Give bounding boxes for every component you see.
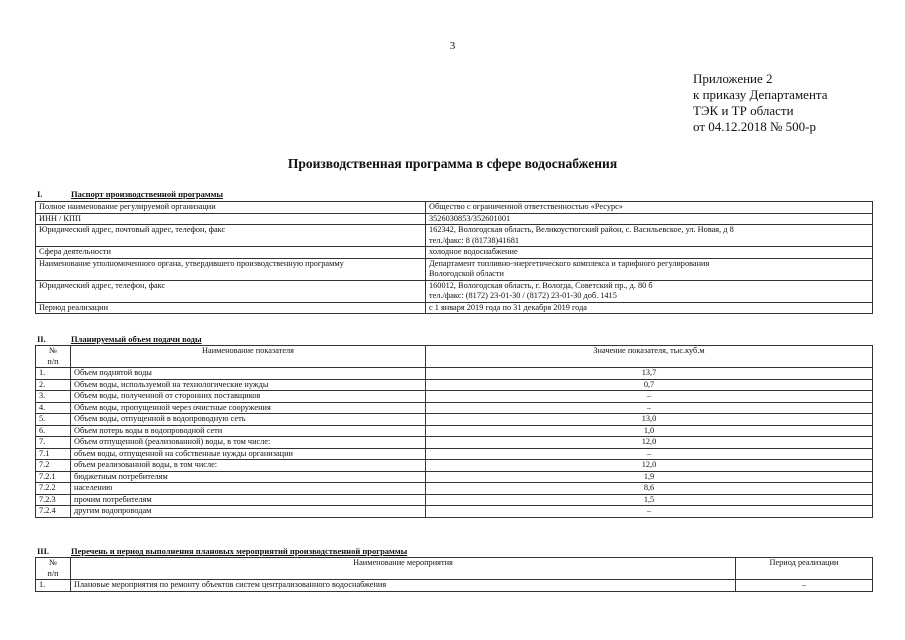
section-1-heading <box>37 189 223 199</box>
row-number: 6. <box>36 425 71 437</box>
passport-value <box>426 258 873 280</box>
passport-label: Период реализации <box>36 302 426 314</box>
section-2-heading <box>37 334 202 344</box>
row-number: 7. <box>36 437 71 449</box>
row-number: 5. <box>36 414 71 426</box>
table-header-row <box>36 558 873 580</box>
indicator-value: – <box>426 448 873 460</box>
row-number: 7.2.3 <box>36 494 71 506</box>
indicator-name: Объем отпущенной (реализованной) воды, в том числе: <box>71 437 426 449</box>
table-row <box>36 402 873 414</box>
table-header-row <box>36 346 873 368</box>
water-volume-table <box>35 345 873 518</box>
row-number: 7.2.1 <box>36 471 71 483</box>
indicator-value: 12,0 <box>426 437 873 449</box>
passport-value <box>426 213 873 225</box>
header-indicator-value: Значение показателя, тыс.куб.м <box>426 346 873 368</box>
table-row <box>36 494 873 506</box>
passport-value-line: Общество с ограниченной ответственностью «Ресурс» <box>429 202 623 211</box>
appendix-note <box>693 71 828 135</box>
passport-label: Полное наименование регулируемой организации <box>36 202 426 214</box>
appendix-line: от 04.12.2018 № 500-р <box>693 119 816 134</box>
table-row <box>36 391 873 403</box>
passport-label: ИНН / КПП <box>36 213 426 225</box>
table-row <box>36 302 873 314</box>
table-row <box>36 280 873 302</box>
row-number: 4. <box>36 402 71 414</box>
section-3-heading <box>37 546 407 556</box>
appendix-line: ТЭК и ТР области <box>693 103 794 118</box>
passport-value-line: Вологодской области <box>429 269 504 278</box>
indicator-name: объем реализованной воды, в том числе: <box>71 460 426 472</box>
indicator-name: Объем поднятой воды <box>71 368 426 380</box>
indicator-name: объем воды, отпущенной на собственные нужды организации <box>71 448 426 460</box>
indicator-name: Объем воды, пропущенной через очистные сооружения <box>71 402 426 414</box>
indicator-value: 1,9 <box>426 471 873 483</box>
passport-label: Юридический адрес, телефон, факс <box>36 280 426 302</box>
section-number: III. <box>37 546 50 556</box>
passport-label: Юридический адрес, почтовый адрес, телефон, факс <box>36 225 426 247</box>
row-number: 7.2 <box>36 460 71 472</box>
passport-value-line: Департамент топливно-энергетического комплекса и тарифного регулирования <box>429 258 710 268</box>
passport-value <box>426 302 873 314</box>
passport-value-line: 162342, Вологодская область, Великоустюгский район, с. Васильевское, ул. Новая, д 8 <box>429 225 734 234</box>
table-row <box>36 213 873 225</box>
measure-name: Плановые мероприятия по ремонту объектов систем централизованного водоснабжения <box>71 580 736 592</box>
table-row <box>36 368 873 380</box>
section-number: I. <box>37 189 43 199</box>
indicator-name: Объем воды, отпущенной в водопроводную сеть <box>71 414 426 426</box>
indicator-value: 12,0 <box>426 460 873 472</box>
row-number: 2. <box>36 379 71 391</box>
row-number: 7.2.2 <box>36 483 71 495</box>
passport-value-line: тел./факс: 8 (81738)41681 <box>429 235 520 245</box>
table-row <box>36 483 873 495</box>
table-row <box>36 414 873 426</box>
row-number: 1. <box>36 368 71 380</box>
passport-value-line: с 1 января 2019 года по 31 декабря 2019 года <box>429 302 587 312</box>
indicator-value: 13,7 <box>426 368 873 380</box>
passport-table <box>35 201 873 314</box>
passport-value <box>426 247 873 259</box>
appendix-line: к приказу Департамента <box>693 87 828 102</box>
passport-value <box>426 225 873 247</box>
row-number: 7.2.4 <box>36 506 71 518</box>
header-number: № п/п <box>36 346 71 368</box>
indicator-name: Объем воды, используемой на технологические нужды <box>71 379 426 391</box>
section-number: II. <box>37 334 46 344</box>
document-title: Производственная программа в сфере водоснабжения <box>287 156 618 171</box>
table-row <box>36 379 873 391</box>
passport-label: Наименование уполномоченного органа, утвердившего производственную программу <box>36 258 426 280</box>
table-row <box>36 247 873 259</box>
indicator-value: – <box>426 506 873 518</box>
table-row <box>36 580 873 592</box>
indicator-name: прочим потребителям <box>71 494 426 506</box>
measures-table <box>35 557 873 592</box>
row-number: 1. <box>36 580 71 592</box>
table-row <box>36 202 873 214</box>
page-number: 3 <box>449 40 456 52</box>
indicator-value: 1,5 <box>426 494 873 506</box>
indicator-value: – <box>426 402 873 414</box>
table-row <box>36 437 873 449</box>
row-number: 3. <box>36 391 71 403</box>
passport-value-line: холодное водоснабжение <box>429 247 518 256</box>
indicator-value: – <box>426 391 873 403</box>
header-indicator-name: Наименование показателя <box>71 346 426 368</box>
section-title: Планируемый объем подачи воды <box>71 334 202 344</box>
measure-period: – <box>736 580 873 592</box>
passport-label: Сфера деятельности <box>36 247 426 259</box>
table-row <box>36 448 873 460</box>
header-number: № п/п <box>36 558 71 580</box>
passport-value-line: 3526030853/352601001 <box>429 213 511 223</box>
indicator-name: Объем воды, полученной от сторонних поставщиков <box>71 391 426 403</box>
table-row <box>36 258 873 280</box>
header-measure-name: Наименование мероприятия <box>71 558 736 580</box>
table-row <box>36 425 873 437</box>
indicator-name: бюджетным потребителям <box>71 471 426 483</box>
indicator-name: населению <box>71 483 426 495</box>
passport-value <box>426 202 873 214</box>
indicator-value: 8,6 <box>426 483 873 495</box>
row-number: 7.1 <box>36 448 71 460</box>
section-title: Паспорт производственной программы <box>71 189 224 199</box>
indicator-value: 1,0 <box>426 425 873 437</box>
indicator-value: 0,7 <box>426 379 873 391</box>
table-row <box>36 460 873 472</box>
header-period: Период реализации <box>736 558 873 580</box>
indicator-name: Объем потерь воды в водопроводной сети <box>71 425 426 437</box>
indicator-name: другим водопроводам <box>71 506 426 518</box>
passport-value <box>426 280 873 302</box>
table-row <box>36 225 873 247</box>
table-row <box>36 471 873 483</box>
passport-value-line: 160012, Вологодская область, г. Вологда, Советский пр., д. 80 б <box>429 280 653 290</box>
section-title: Перечень и период выполнения плановых мероприятий производственной программы <box>71 546 408 556</box>
indicator-value: 13,0 <box>426 414 873 426</box>
passport-value-line: тел./факс: (8172) 23-01-30 / (8172) 23-01-30 доб. 1415 <box>429 291 617 300</box>
table-row <box>36 506 873 518</box>
appendix-line: Приложение 2 <box>693 71 773 86</box>
